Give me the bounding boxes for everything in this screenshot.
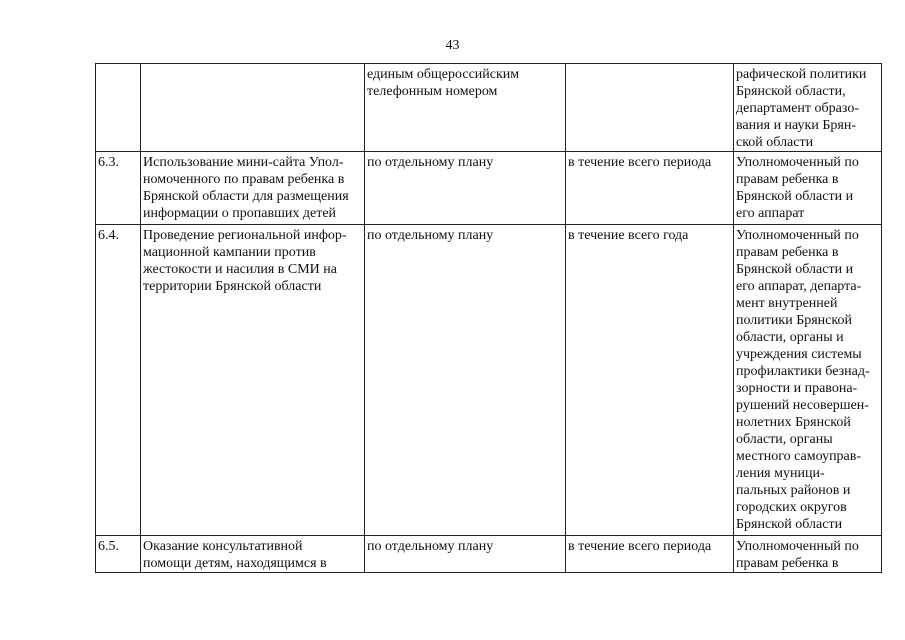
form-cell: по отдельному плану [365,536,566,573]
plan-table [95,63,882,573]
term-cell: в течение всего года [566,225,734,536]
activity-cell [141,64,365,152]
form-cell: по отдельному плану [365,152,566,225]
row-number-cell: 6.3. [96,152,141,225]
responsible-cell: Уполномоченный по правам ребенка в Брянской области и его аппарат, департа- мент внутренней политики Брянской области, органы и учреждения системы профилактики безнад- зорности и правона- рушений несовершен- нолетних Брянской области, органы местного самоуправ- ления муници- пальных районов и городских округов Брянской области [734,225,882,536]
activity-cell: Проведение региональной инфор- мационной кампании против жестокости и насилия в СМИ на территории Брянской области [141,225,365,536]
responsible-cell: Уполномоченный по правам ребенка в [734,536,882,573]
activity-cell: Оказание консультативной помощи детям, находящимся в [141,536,365,573]
row-number-cell: 6.4. [96,225,141,536]
table-row [96,152,882,225]
page-number: 43 [445,38,460,53]
table-row [96,225,882,536]
term-cell [566,64,734,152]
table-row [96,64,882,152]
table-row [96,536,882,573]
row-number-cell: 6.5. [96,536,141,573]
form-cell: единым общероссийским телефонным номером [365,64,566,152]
responsible-cell: Уполномоченный по правам ребенка в Брянской области и его аппарат [734,152,882,225]
term-cell: в течение всего периода [566,152,734,225]
activity-cell: Использование мини-сайта Упол- номоченного по правам ребенка в Брянской области для размещения информации о пропавших детей [141,152,365,225]
term-cell: в течение всего периода [566,536,734,573]
form-cell: по отдельному плану [365,225,566,536]
row-number-cell [96,64,141,152]
responsible-cell: рафической политики Брянской области, департамент образо- вания и науки Брян- ской области [734,64,882,152]
